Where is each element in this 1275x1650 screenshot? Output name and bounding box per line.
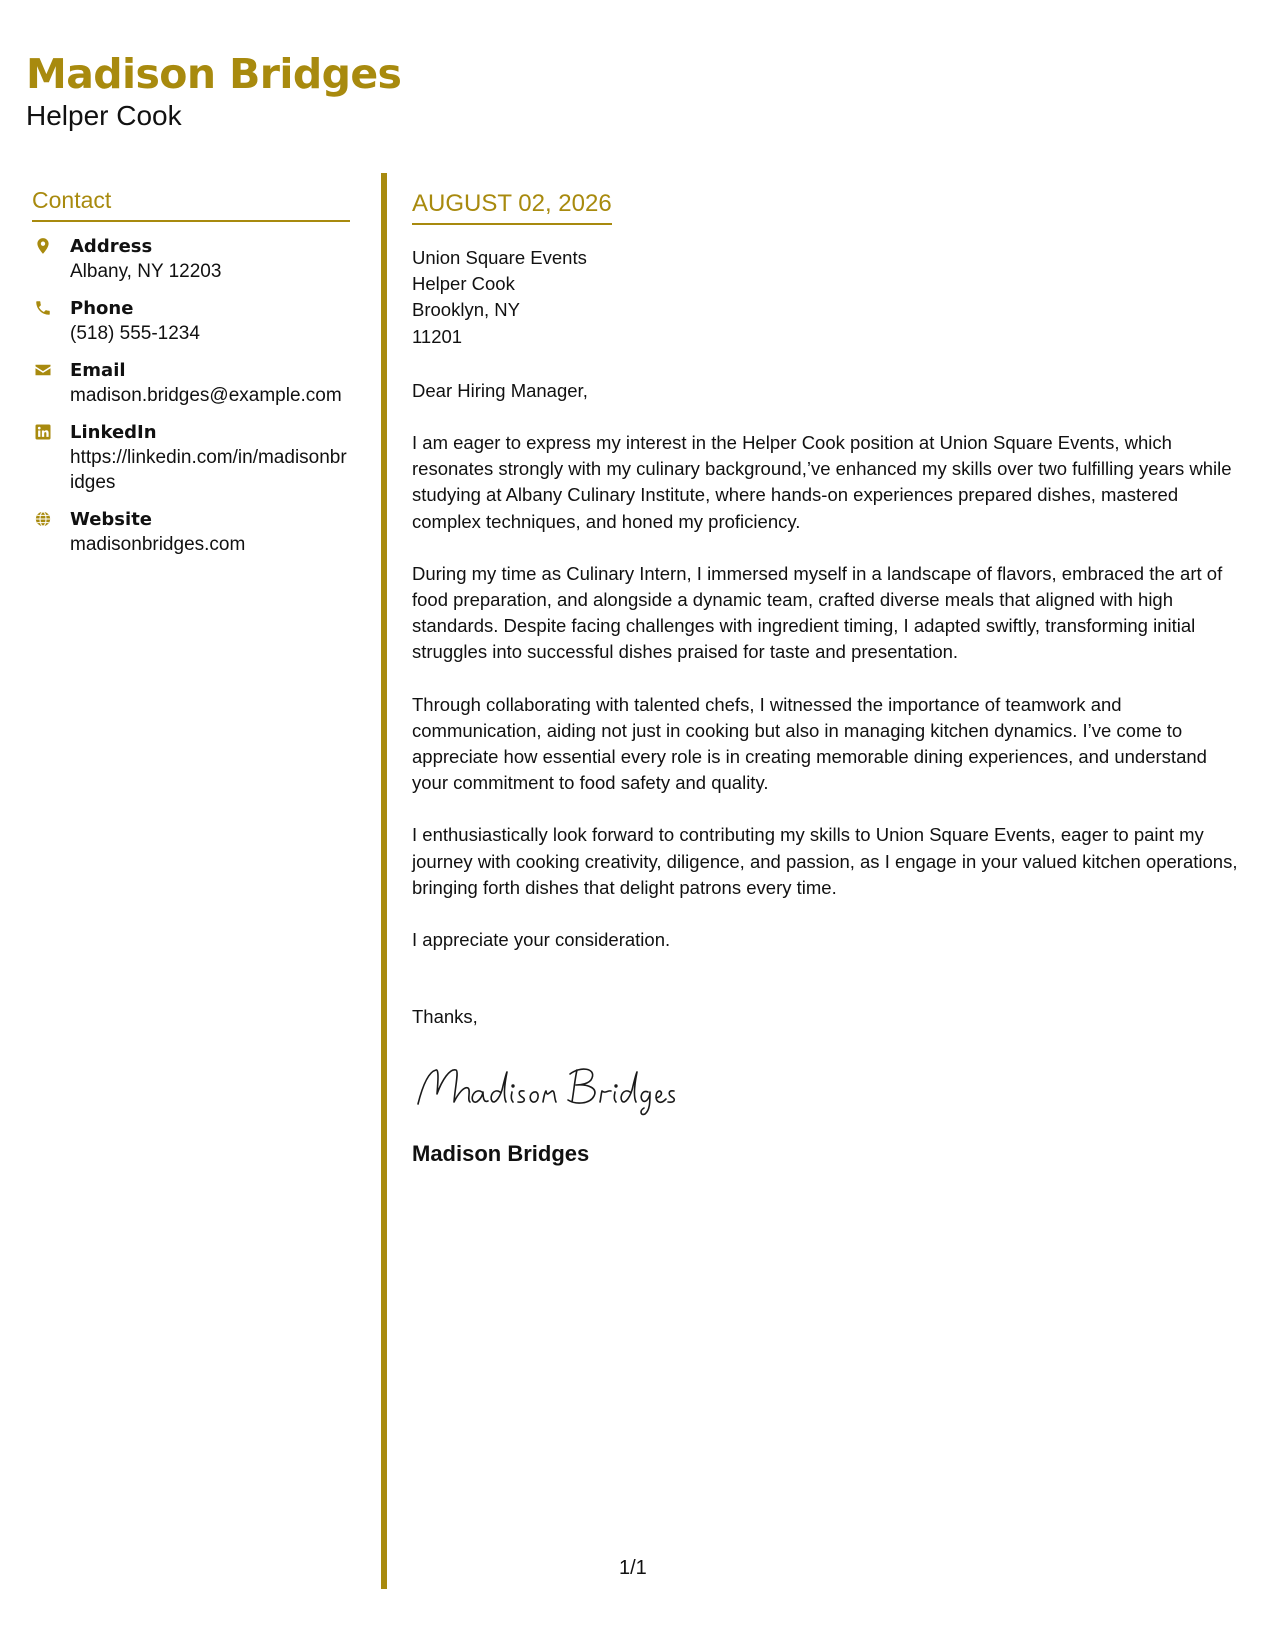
contact-item-phone	[32, 296, 350, 346]
salutation: Dear Hiring Manager,	[412, 379, 588, 401]
linkedin-value[interactable]: https://linkedin.com/in/madisonbridges	[70, 447, 347, 493]
phone-label: Phone	[70, 298, 134, 319]
contact-heading: Contact	[32, 187, 350, 222]
recipient-zip: 11201	[412, 325, 463, 347]
letter-paragraph: I enthusiastically look forward to contributing my skills to Union Square Events, eager to paint my journey with cooking creativity, diligence, and passion, as I engage in your valued kitchen operations, bringing forth dishes that delight patrons every time.	[412, 824, 1238, 898]
resume-header	[26, 48, 401, 132]
contact-item-address	[32, 234, 350, 284]
website-value[interactable]: madisonbridges.com	[70, 534, 246, 555]
letter-paragraph: During my time as Culinary Intern, I immersed myself in a landscape of flavors, embraced the art of food preparation, and alongside a dynamic team, crafted diverse meals that aligned with high standards. Despite facing challenges with ingredient timing, I adapted swiftly, transforming initial struggles into successful dishes praised for taste and presentation.	[412, 562, 1223, 663]
recipient-company: Union Square Events	[412, 247, 587, 268]
email-label: Email	[70, 360, 126, 381]
handwritten-signature	[412, 1058, 682, 1118]
address-value: Albany, NY 12203	[70, 261, 222, 282]
contact-sidebar	[32, 187, 350, 569]
phone-value: (518) 555-1234	[70, 323, 200, 344]
page-number: 1/1	[619, 1557, 647, 1579]
letter-paragraph: I am eager to express my interest in the Helper Cook position at Union Square Events, which resonates strongly with my culinary background,’ve enhanced my skills over two fulfilling years while studying at Albany Culinary Institute, where hands-on experiences prepared dishes, mastered complex techniques, and honed my proficiency.	[412, 432, 1232, 532]
address-label: Address	[70, 236, 153, 257]
linkedin-label: LinkedIn	[70, 422, 157, 443]
signer-name: Madison Bridges	[412, 1141, 590, 1167]
letter-date: AUGUST 02, 2026	[412, 190, 612, 225]
map-pin-icon	[32, 234, 70, 255]
phone-icon	[32, 296, 70, 317]
linkedin-icon	[32, 420, 70, 441]
contact-item-linkedin	[32, 420, 350, 495]
recipient-city: Brooklyn, NY	[412, 299, 520, 321]
signoff: Thanks,	[412, 1006, 478, 1028]
email-value[interactable]: madison.bridges@example.com	[70, 385, 342, 406]
website-label: Website	[70, 509, 153, 530]
contact-item-website	[32, 507, 350, 557]
envelope-icon	[32, 358, 70, 379]
closing-line: I appreciate your consideration.	[412, 929, 671, 951]
column-divider	[381, 173, 387, 1589]
letter-body	[412, 190, 1242, 1167]
applicant-job-title: Helper Cook	[26, 100, 182, 131]
recipient-block	[412, 245, 1242, 350]
contact-item-email	[32, 358, 350, 408]
applicant-name: Madison Bridges	[26, 50, 402, 98]
letter-paragraph: Through collaborating with talented chefs, I witnessed the importance of teamwork and communication, aiding not just in cooking but also in managing kitchen dynamics. I’ve come to appreciate how essential every role is in creating memorable dining experiences, and understand your commitment to food safety and quality.	[412, 693, 1207, 794]
globe-icon	[32, 507, 70, 528]
recipient-position: Helper Cook	[412, 273, 515, 295]
